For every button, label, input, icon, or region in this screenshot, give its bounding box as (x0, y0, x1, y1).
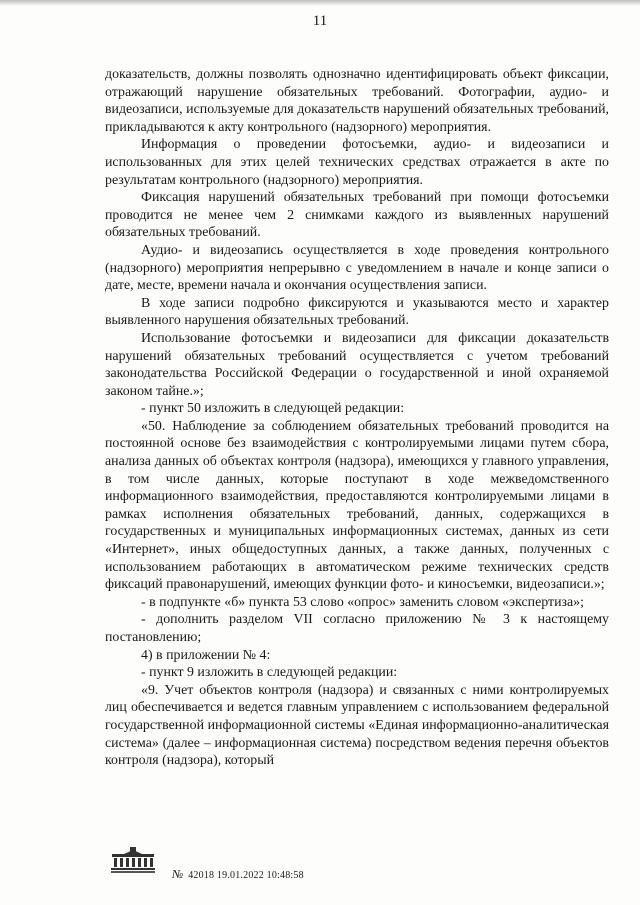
paragraph: Фиксация нарушений обязательных требований при помощи фотосъемки проводится не менее чем 2 снимками каждого из выявленных нарушений обязательных требований. (105, 190, 609, 241)
page-number: 11 (312, 13, 328, 29)
paragraph: - дополнить разделом VII согласно приложению № 3 к настоящему постановлению; (105, 612, 609, 645)
paragraph: Аудио- и видеозапись осуществляется в ходе проведения контрольного (надзорного) мероприятия непрерывно с уведомлением в начале и конце записи о дате, месте, времени начала и окончания осуществления записи. (105, 242, 609, 294)
number-sign: № (172, 867, 184, 881)
scan-edge (0, 0, 640, 6)
registration-number (172, 867, 304, 882)
paragraph: - пункт 9 изложить в следующей редакции: (141, 665, 398, 681)
doc-datetime: 19.01.2022 10:48:58 (216, 870, 304, 881)
doc-number: 42018 (188, 870, 215, 881)
paragraph: Использование фотосъемки и видеозаписи для фиксации доказательств нарушений обязательных требований осуществляется с учетом требований законодательства Российской Федерации о государственной и иной охраняемой законом тайне.»; (105, 330, 609, 399)
paragraph: «9. Учет объектов контроля (надзора) и связанных с ними контролируемых лиц обеспечивается и ведется главным управлением с использованием федеральной государственной информационной системы «Единая информационно-аналитическая система» (далее – информационная система) посредством ведения перечня объектов контроля (надзора), который (105, 682, 609, 769)
paragraph: Информация о проведении фотосъемки, аудио- и видеозаписи и использованных для этих целей технических средствах отражается в акте по результатам контрольного (надзорного) мероприятия. (105, 137, 609, 188)
paragraph: - в подпункте «б» пункта 53 слово «опрос» заменить словом «экспертиза»; (141, 594, 584, 610)
paragraph: «50. Наблюдение за соблюдением обязательных требований проводится на постоянной основе без взаимодействия с контролируемыми лицами путем сбора, анализа данных об объектах контроля (надзора), имеющихся у главного управления, в том числе данных, которые поступают в ходе межведомственного информационного взаимодействия, предоставляются контролируемыми лицами в рамках исполнения обязательных требований, данных, содержащихся в государственных и муниципальных информационных системах, данных из сети «Интернет», иных общедоступных данных, а также данных, полученных с использованием работающих в автоматическом режиме технических средств фиксаций правонарушений, имеющих функции фото- и киносъемки, видеозаписи.»; (105, 418, 609, 593)
building-stamp-icon (110, 846, 156, 874)
paragraph: - пункт 50 изложить в следующей редакции: (141, 401, 405, 417)
document-body (105, 66, 609, 770)
paragraph: В ходе записи подробно фиксируются и указываются место и характер выявленного нарушения обязательных требований. (105, 295, 609, 329)
paragraph: 4) в приложении № 4: (141, 647, 271, 663)
paragraph: доказательств, должны позволять однозначно идентифицировать объект фиксации, отражающий нарушение обязательных требований. Фотографии, аудио- и видеозаписи, используемые для доказательств нарушений обязательных требований, прикладываются к акту контрольного (надзорного) мероприятия. (105, 67, 609, 135)
